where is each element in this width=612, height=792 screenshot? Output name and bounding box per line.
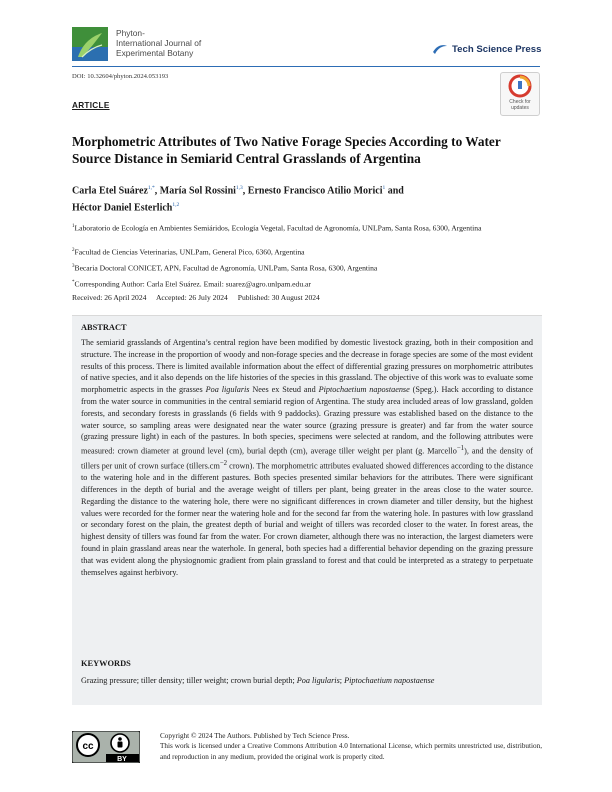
affiliation-mark: 2 <box>72 248 75 253</box>
author-separator: , <box>242 185 248 197</box>
affiliation-text: Becaria Doctoral CONICET, APN, Facultad de Agronomía, UNLPam, Santa Rosa, 6300, Argentina <box>74 263 378 273</box>
author-name[interactable]: María Sol Rossini <box>159 185 236 197</box>
received-date: Received: 26 April 2024 <box>72 293 147 302</box>
cc-by-label: BY <box>117 756 127 763</box>
journal-name <box>116 28 266 58</box>
author-affiliation-mark[interactable]: 1,* <box>147 185 155 191</box>
license-notice <box>160 731 542 762</box>
publisher-logo <box>432 41 541 57</box>
creative-commons-icon <box>77 734 99 756</box>
abstract-text-part: The semiarid grasslands of Argentina’s central region have been modified by domestic livestock grazing, both in their composition and structure. The increase in the proportion of woody and non-forage species and the decrease in forage species are some of the most evident results of this process. There is limited available information about the effect of differential grazing pressures on morphometric attributes of native species, and it also depends on the life histories of the species in this grassland. The objective of this work was to evaluate some morphometric aspects in the grasses <box>81 338 533 395</box>
author-affiliation-mark[interactable]: 1 <box>382 185 386 191</box>
species-name: Piptochaetium napostaense <box>318 385 410 395</box>
keyword-species: Piptochaetium napostaense <box>344 676 435 685</box>
journal-name-line-1: Phyton- <box>116 28 145 38</box>
author-separator: , <box>154 185 160 197</box>
abstract-text-part: Nees ex Steud and <box>249 385 319 395</box>
header-rule <box>72 66 540 67</box>
author-and: and <box>385 185 404 197</box>
species-name: Poa ligularis <box>205 385 250 395</box>
author-affiliation-mark[interactable]: 1,2 <box>172 202 180 209</box>
keyword-species: Poa ligularis <box>296 676 340 685</box>
corresponding-mark: * <box>72 280 75 285</box>
article-dates <box>72 293 542 303</box>
author-list <box>72 181 542 216</box>
abstract-body <box>81 337 533 578</box>
doi[interactable]: DOI: 10.32604/phyton.2024.053193 <box>72 73 169 80</box>
published-date: Published: 30 August 2024 <box>237 293 320 302</box>
check-updates-icon <box>501 73 539 101</box>
affiliation-text: Laboratorio de Ecología en Ambientes Semiáridos, Ecología Vegetal, Facultad de Agronomía, UNLPam, Santa Rosa, 6300, Argentina <box>74 223 482 233</box>
article-type-label: ARTICLE <box>72 101 110 110</box>
copyright-line: Copyright © 2024 The Authors. Published by Tech Science Press. <box>160 732 350 740</box>
author-name[interactable]: Carla Etel Suárez <box>72 185 148 197</box>
keywords-list <box>81 675 533 686</box>
author-name[interactable]: Ernesto Francisco Atilio Morici <box>247 185 383 197</box>
affiliation-mark: 1 <box>72 224 75 229</box>
affiliation-mark: 3 <box>72 264 75 269</box>
affiliation <box>72 222 542 234</box>
affiliation <box>72 246 542 258</box>
journal-name-line-2: International Journal of <box>116 38 202 48</box>
unit-exponent: −2 <box>219 459 228 467</box>
attribution-person-icon <box>111 734 129 752</box>
affiliation <box>72 262 542 274</box>
check-updates-line-1: Check for <box>509 99 531 105</box>
keyword-separator: ; <box>339 676 345 685</box>
corresponding-author <box>72 278 542 290</box>
abstract-text-part: (Speg.). Hack according to distance from the water source in communities in the central semiarid region of Argentina. The study area included areas of low grassland, golden forests, and secondary forests in grasslands (6 fields with 9 paddocks). Grazing pressure was established based on the distance to the water source, so sampling areas were designated near the water source (grazing pressure is greater) and far from the water source (grazing pressure light) in each of the pastures. In both species, specimens were selected at random, and the following attributes were measured: crown diameter at ground level (cm), burial depth (cm), average tiller weight per plant (g. Marcello <box>81 385 533 456</box>
accepted-date: Accepted: 26 July 2024 <box>155 293 228 302</box>
publisher-name: Tech Science Press <box>452 43 542 55</box>
check-updates-label <box>500 100 540 111</box>
abstract-text-part: crown). The morphometric attributes evaluated showed differences according to the distance to the watering hole and in the different pastures. Both species presented similar behaviors for the attributes. There were significant differences in the depth of burial and the average weight of tillers per plant, being greater in the areas close to the water source. Regarding the distance to the watering hole, there were no significant differences in crown diameter and tiller density, but the highest values were recorded for the former near the watering hole and for the second far from the watering hole. In pastures with low grassland or secondary forest on the plain, the greatest depth of burial and weight of tillers was recorded closer to the water. In forest areas, the highest density of tillers was found far from the water. For crown diameter, although there was no interaction, the largest diameters were found in plain grassland areas near the waterhole. In general, both species had a differential behavior depending on the grazing pressure that was evident along the physiognomic gradient from plain grassland to forest and that could be interpreted as a strategy to perpetuate themselves against herbivory. <box>81 461 533 577</box>
unit-exponent: −1 <box>456 445 465 453</box>
affiliation-text: Facultad de Ciencias Veterinarias, UNLPam, General Pico, 6360, Argentina <box>74 247 305 257</box>
journal-name-line-3: Experimental Botany <box>116 48 194 58</box>
svg-text:cc: cc <box>82 741 94 752</box>
abstract-heading: ABSTRACT <box>81 323 127 332</box>
cc-by-license-badge[interactable] <box>72 731 140 763</box>
license-text[interactable]: This work is licensed under a Creative Commons Attribution 4.0 International License, which permits unrestricted use, distribution, and reproduction in any medium, provided the original work is properly cited. <box>160 742 542 761</box>
journal-logo <box>72 27 108 61</box>
check-updates-line-2: updates <box>511 104 529 111</box>
author-name[interactable]: Héctor Daniel Esterlich <box>72 202 173 214</box>
abstract-text-part: ), and the density of tillers per unit of crown surface (tillers.cm <box>81 446 533 471</box>
publisher-swoosh-icon <box>432 43 448 55</box>
keywords-heading: KEYWORDS <box>81 659 131 668</box>
paper-title: Morphometric Attributes of Two Native Forage Species According to Water Source Distance in Semiarid Central Grasslands of Argentina <box>72 134 501 166</box>
author-affiliation-mark[interactable]: 1,3 <box>235 185 243 191</box>
keywords-plain: Grazing pressure; tiller density; tiller weight; crown burial depth; <box>81 676 297 685</box>
corresponding-text[interactable]: Corresponding Author: Carla Etel Suárez. Email: suarez@agro.unlpam.edu.ar <box>74 279 311 289</box>
